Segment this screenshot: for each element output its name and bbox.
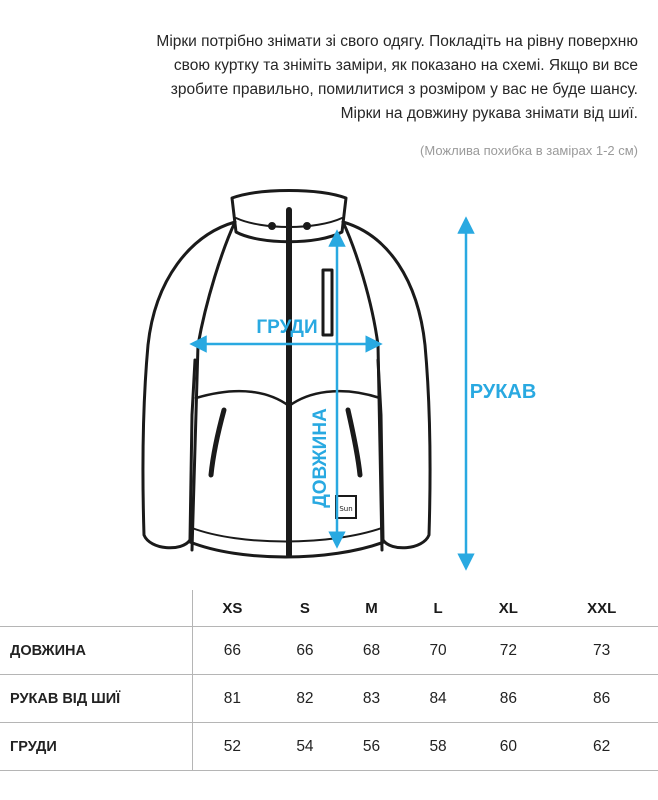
table-row <box>0 723 658 771</box>
size-m: M <box>338 590 405 627</box>
size-table <box>0 590 658 771</box>
length-label: ДОВЖИНА <box>310 408 331 508</box>
table-cell: 54 <box>272 723 339 771</box>
size-xxl: XXL <box>545 590 658 627</box>
table-cell: 62 <box>545 723 658 771</box>
intro-line: свою куртку та зніміть заміри, як показано на схемі. Якщо ви все <box>173 57 638 74</box>
table-cell: 73 <box>545 627 658 675</box>
table-cell: 86 <box>471 675 545 723</box>
table-cell: 86 <box>545 675 658 723</box>
table-cell: 84 <box>405 675 472 723</box>
jacket-diagram <box>0 170 658 580</box>
size-l: L <box>405 590 472 627</box>
measurement-note: (Можлива похибка в замірах 1-2 см) <box>420 143 638 158</box>
intro-line: Мірки потрібно знімати зі свого одягу. Покладіть на рівну поверхню <box>156 33 638 50</box>
row-label: РУКАВ ВІД ШИЇ <box>0 675 193 723</box>
table-cell: 68 <box>338 627 405 675</box>
table-cell: 83 <box>338 675 405 723</box>
intro-line: Мірки на довжину рукава знімати від шиї. <box>340 105 638 122</box>
table-cell: 66 <box>193 627 272 675</box>
table-row <box>0 675 658 723</box>
jacket-outline <box>143 191 430 558</box>
body-left-side <box>192 222 235 550</box>
size-xl: XL <box>471 590 545 627</box>
row-label: ГРУДИ <box>0 723 193 771</box>
table-cell: 66 <box>272 627 339 675</box>
left-pocket <box>211 410 224 475</box>
chest-pocket <box>323 270 332 335</box>
header-corner <box>0 590 193 627</box>
size-header-row <box>0 590 658 627</box>
right-pocket <box>348 410 360 475</box>
row-label: ДОВЖИНА <box>0 627 193 675</box>
table-cell: 60 <box>471 723 545 771</box>
table-cell: 58 <box>405 723 472 771</box>
table-cell: 70 <box>405 627 472 675</box>
table-cell: 81 <box>193 675 272 723</box>
sleeve-label: РУКАВ <box>469 381 537 403</box>
table-cell: 72 <box>471 627 545 675</box>
chest-label: ГРУДИ <box>256 317 318 338</box>
size-xs: XS <box>193 590 272 627</box>
brand-tag <box>336 496 356 518</box>
left-sleeve <box>143 222 235 548</box>
table-cell: 52 <box>193 723 272 771</box>
size-s: S <box>272 590 339 627</box>
intro-line: зробите правильно, помилитися з розміром у вас не буде шансу. <box>170 81 638 98</box>
brand-tag-text: Sun <box>339 505 353 513</box>
intro-text <box>20 30 638 126</box>
table-cell: 56 <box>338 723 405 771</box>
table-row <box>0 627 658 675</box>
table-cell: 82 <box>272 675 339 723</box>
